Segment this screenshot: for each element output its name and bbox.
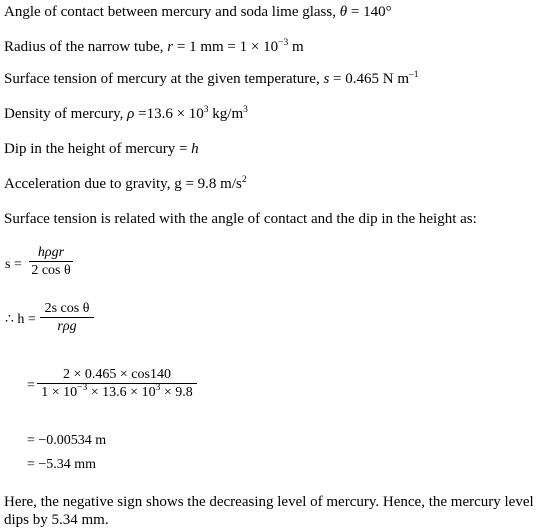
eq3-denominator: $1 \times 10^{-3} \times 13.6 \times 10^3 \times 9.8$	[41, 383, 193, 400]
given-angle: Angle of contact between mercury and soda lime glass, θ = 140°	[4, 4, 392, 20]
eq2-fraction	[40, 300, 94, 335]
theta-symbol: θ	[339, 4, 348, 20]
eq3-fraction	[37, 366, 197, 401]
conclusion-line-2: dips by 5.34 mm.	[4, 512, 109, 528]
given-density: Density of mercury, $\rho =13.6 \times 10^3$ $kg/m^3$	[4, 105, 248, 122]
eq2-numerator: 2s cos θ	[44, 301, 90, 316]
given-surface-tension: Surface tension of mercury at the given temperature, s = 0.465 N $m^{-1}$	[4, 70, 419, 87]
result-meters: = −0.00534 m	[27, 433, 107, 448]
result-millimeters: = −5.34 mm	[27, 457, 97, 472]
eq2-denominator: rρg	[57, 319, 77, 334]
eq1-denominator: 2 cos θ	[31, 263, 71, 278]
eq3-numerator: 2 × 0.465 × cos140	[63, 367, 171, 382]
given-gravity: Acceleration due to gravity, g = 9.8 $m/s^2$	[4, 175, 247, 192]
given-dip: Dip in the height of mercury = h	[4, 141, 199, 157]
eq2-lhs: ∴ h =	[5, 312, 36, 327]
eq1-numerator: hρgr	[37, 245, 65, 260]
eq3-lhs: =	[27, 378, 35, 393]
conclusion-line-1: Here, the negative sign shows the decreasing level of mercury. Hence, the mercury level	[4, 494, 534, 510]
given-radius: Radius of the narrow tube, r = 1 mm = $1 \times 10^{-3}$ m	[4, 38, 304, 55]
relation-text: Surface tension is related with the angle of contact and the dip in the height as:	[4, 211, 477, 227]
eq1-fraction	[29, 244, 73, 279]
eq1-lhs: s =	[5, 257, 22, 272]
